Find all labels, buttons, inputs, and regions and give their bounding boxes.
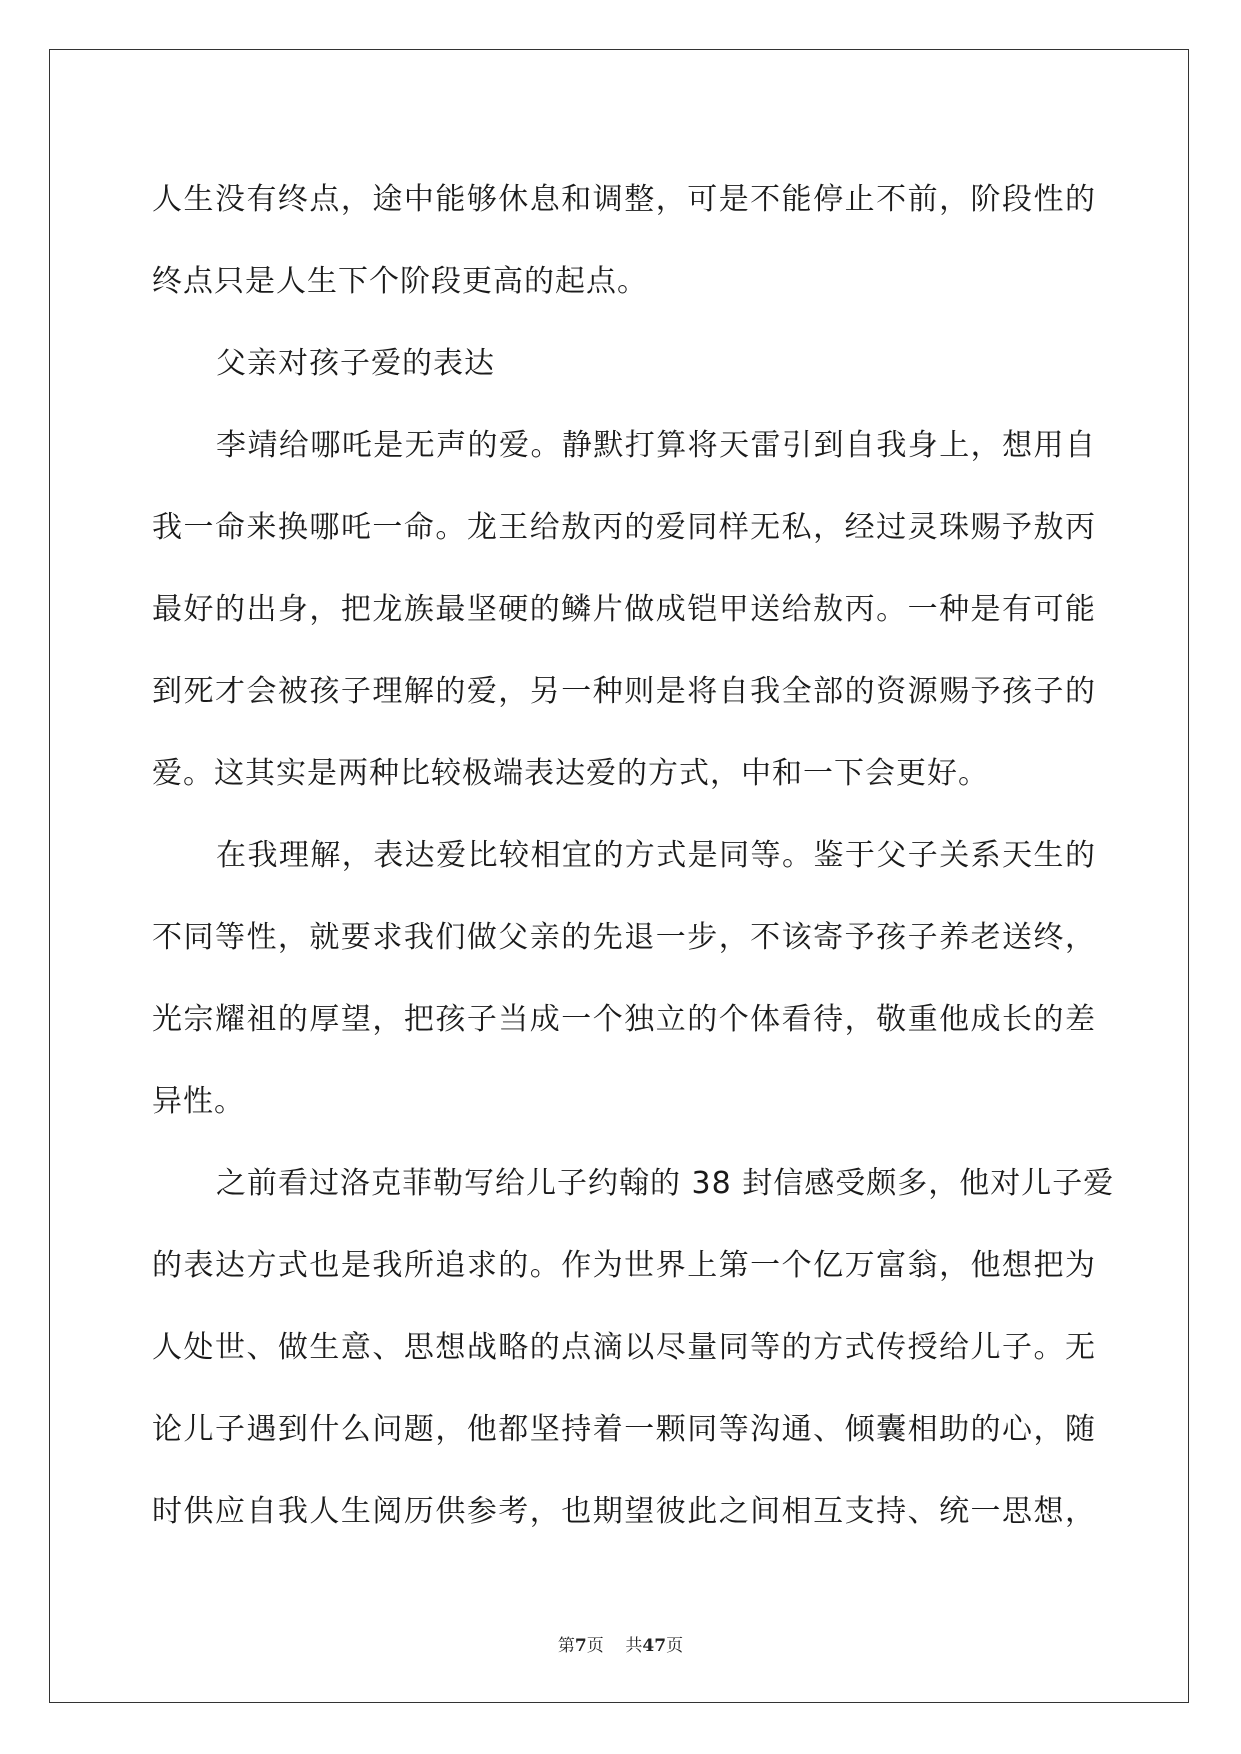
footer-total-suffix: 页 — [666, 1636, 684, 1656]
page-number: 7 — [574, 1636, 587, 1656]
text-line: 在我理解，表达爱比较相宜的方式是同等。鉴于父子关系天生的 — [216, 838, 1096, 873]
text-line: 论儿子遇到什么问题，他都坚持着一颗同等沟通、倾囊相助的心，随 — [152, 1412, 1096, 1447]
footer-page-suffix: 页 — [586, 1636, 604, 1656]
text-line: 不同等性，就要求我们做父亲的先退一步，不该寄予孩子养老送终， — [152, 920, 1096, 955]
text-line: 时供应自我人生阅历供参考，也期望彼此之间相互支持、统一思想， — [152, 1494, 1096, 1529]
text-line: 异性。 — [152, 1084, 245, 1119]
text-line: 人处世、做生意、思想战略的点滴以尽量同等的方式传授给儿子。无 — [152, 1330, 1096, 1365]
footer-total-prefix: 共 — [625, 1636, 643, 1656]
text-line: 我一命来换哪吒一命。龙王给敖丙的爱同样无私，经过灵珠赐予敖丙 — [152, 510, 1096, 545]
paragraph — [152, 405, 1096, 815]
paragraph — [152, 1143, 1115, 1553]
text-line: 终点只是人生下个阶段更高的起点。 — [152, 264, 648, 299]
text-line: 父亲对孩子爱的表达 — [216, 346, 495, 381]
text-line: 的表达方式也是我所追求的。作为世界上第一个亿万富翁，他想把为 — [152, 1248, 1096, 1283]
text-line: 爱。这其实是两种比较极端表达爱的方式，中和一下会更好。 — [152, 756, 989, 791]
text-line: 到死才会被孩子理解的爱，另一种则是将自我全部的资源赐予孩子的 — [152, 674, 1096, 709]
text-line: 光宗耀祖的厚望，把孩子当成一个独立的个体看待，敬重他成长的差 — [152, 1002, 1096, 1037]
text-line: 李靖给哪吒是无声的爱。静默打算将天雷引到自我身上，想用自 — [216, 428, 1096, 463]
text-line: 人生没有终点，途中能够休息和调整，可是不能停止不前，阶段性的 — [152, 182, 1096, 217]
paragraph — [152, 159, 1096, 323]
total-pages: 47 — [642, 1636, 667, 1656]
text-line: 之前看过洛克菲勒写给儿子约翰的 38 封信感受颇多，他对儿子爱 — [216, 1166, 1115, 1201]
page-footer — [0, 1631, 1241, 1656]
document-body — [152, 159, 1115, 1553]
paragraph — [152, 815, 1096, 1143]
text-line: 最好的出身，把龙族最坚硬的鳞片做成铠甲送给敖丙。一种是有可能 — [152, 592, 1096, 627]
section-heading — [152, 323, 1096, 405]
footer-prefix: 第 — [557, 1636, 575, 1656]
